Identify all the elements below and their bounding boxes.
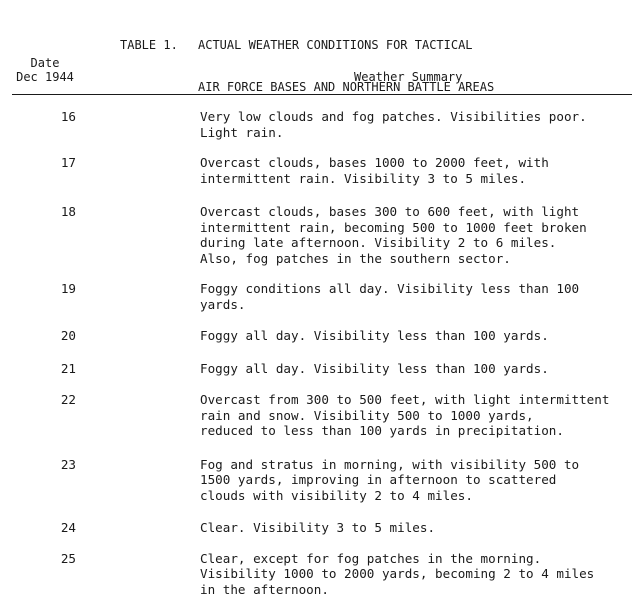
table-body (0, 109, 636, 597)
column-header-summary: Weather Summary (354, 70, 463, 84)
table-row (0, 392, 636, 439)
row-weather-summary: Fog and stratus in morning, with visibility 500 to 1500 yards, improving in afternoon to scattered clouds with visibility 2 to 4 miles. (200, 456, 580, 503)
row-date: 24 (60, 520, 76, 535)
row-weather-summary: Overcast clouds, bases 1000 to 2000 feet, with intermittent rain. Visibility 3 to 5 miles. (200, 155, 549, 186)
table-row (0, 551, 636, 598)
table-title-text-line2: AIR FORCE BASES AND NORTHERN BATTLE AREAS (198, 80, 495, 94)
table-row (0, 457, 636, 504)
table-row (0, 328, 636, 344)
row-weather-summary: Foggy all day. Visibility less than 100 yards. (200, 328, 549, 343)
header-rule (12, 94, 632, 95)
row-date: 19 (60, 281, 76, 296)
column-header-date (0, 56, 90, 84)
table-row (0, 155, 636, 186)
row-weather-summary: Clear, except for fog patches in the morning. Visibility 1000 to 2000 yards, becoming 2 to 4 miles in the afternoon. (200, 550, 595, 597)
row-date: 22 (60, 392, 76, 407)
row-date: 16 (60, 109, 76, 124)
row-date: 18 (60, 204, 76, 219)
row-date: 21 (60, 360, 76, 376)
row-date: 17 (60, 155, 76, 170)
row-weather-summary: Clear. Visibility 3 to 5 miles. (200, 520, 436, 535)
row-weather-summary: Foggy all day. Visibility less than 100 yards. (200, 360, 549, 376)
table-row (0, 520, 636, 536)
table-number: TABLE 1. (120, 38, 178, 52)
row-weather-summary: Overcast clouds, bases 300 to 600 feet, with light intermittent rain, becoming 500 to 1000 feet broken during late afternoon. Visibility 2 to 6 miles. Also, fog patches in the southern sector. (200, 204, 587, 266)
table-row (0, 109, 636, 140)
row-weather-summary: Very low clouds and fog patches. Visibilities poor. Light rain. (200, 109, 587, 140)
table-row (0, 361, 636, 377)
row-date: 25 (60, 550, 76, 566)
row-date: 20 (60, 328, 76, 343)
row-weather-summary: Foggy conditions all day. Visibility less than 100 yards. (200, 281, 580, 312)
table-row (0, 281, 636, 312)
row-weather-summary: Overcast from 300 to 500 feet, with light intermittent rain and snow. Visibility 500 to 1000 yards, reduced to less than 100 yards in precipitation. (200, 392, 610, 438)
table-title-text-line1: ACTUAL WEATHER CONDITIONS FOR TACTICAL (198, 38, 473, 52)
row-date: 23 (60, 456, 76, 472)
column-header-date-line1: Date (30, 56, 60, 70)
column-header-date-line2: Dec 1944 (16, 70, 74, 84)
table-title-line1 (120, 38, 494, 52)
table-row (0, 204, 636, 266)
